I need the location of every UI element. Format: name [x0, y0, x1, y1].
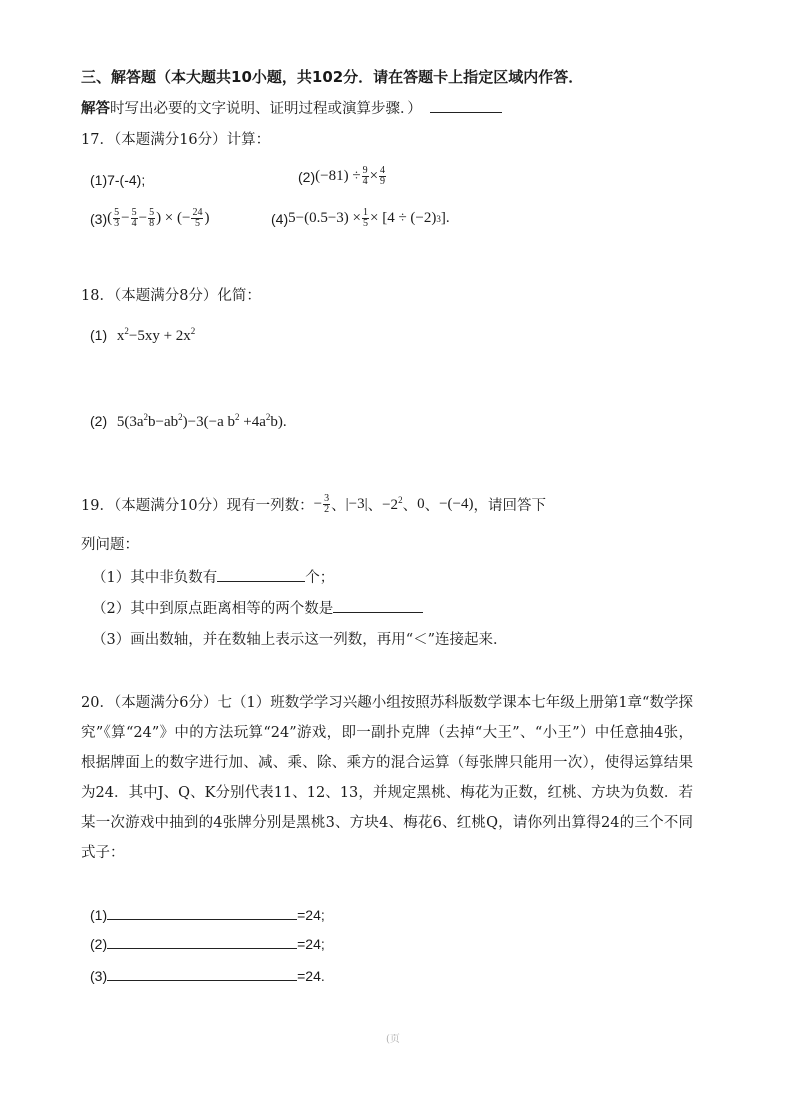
- q19-item1-tail: 个；: [305, 570, 335, 586]
- q19-item1: [92, 566, 334, 587]
- answer-label: (2): [90, 936, 108, 952]
- paren: (: [107, 210, 113, 226]
- exponent: 2: [190, 326, 196, 336]
- q17-header: 17．（本题满分16分）计算：: [81, 132, 271, 148]
- exponent: 2: [178, 412, 183, 422]
- q17-part4-label: (4): [271, 210, 289, 227]
- q17-part4-b: × [4 ÷ (−2): [370, 210, 437, 226]
- fraction: [323, 494, 330, 515]
- expr: −2: [382, 497, 399, 513]
- fraction: [148, 208, 155, 229]
- answer-blank[interactable]: [107, 965, 297, 981]
- expr: 5(3a: [116, 414, 144, 430]
- section-title: 三、解答题（本大题共10小题，共102分．请在答题卡上指定区域内作答．: [81, 68, 584, 86]
- expr: b).: [270, 414, 287, 430]
- q19-item2: [92, 597, 423, 618]
- q18-part2-label: (2): [90, 413, 108, 429]
- q19-header-tail: ，请回答下: [473, 498, 546, 514]
- q19-item2-text: （2）其中到原点距离相等的两个数是: [92, 601, 334, 617]
- q19-header-text: 19．（本题满分10分）现有一列数：: [81, 498, 314, 514]
- q19-header: [81, 494, 546, 515]
- exponent: 2: [234, 412, 240, 422]
- q18-part1-label: (1): [90, 327, 108, 343]
- paren: ): [204, 210, 210, 226]
- times-sign: ×: [369, 168, 379, 184]
- fraction: [362, 166, 369, 187]
- numerator: 5: [131, 207, 137, 218]
- q17-part4-a: 5−(0.5−3) ×: [288, 210, 361, 226]
- q17-part2-label: (2): [298, 168, 316, 185]
- number-4: 0: [417, 496, 425, 512]
- denominator: 9: [380, 176, 386, 187]
- separator: 、: [331, 498, 346, 514]
- section-subtitle: [81, 97, 502, 118]
- answer-label: (1): [90, 907, 108, 923]
- number-2: |−3|: [345, 496, 368, 512]
- q17-part3: [90, 208, 209, 229]
- numerator: 5: [149, 207, 155, 218]
- number-1: [314, 494, 331, 515]
- denominator: 5: [363, 218, 368, 229]
- number-3: [382, 495, 402, 514]
- q20-answer2: [90, 933, 325, 952]
- q17-part4: [271, 208, 450, 229]
- numerator: 3: [324, 493, 330, 504]
- section-subtitle-rest: 时写出必要的文字说明、证明过程或演算步骤．）: [110, 101, 422, 117]
- answer-blank[interactable]: [107, 904, 297, 920]
- q17-part1: (1)7-(-4);: [90, 172, 146, 188]
- times-paren: ) × (−: [156, 210, 191, 226]
- page-footer: (页: [386, 1034, 400, 1045]
- expr: −5xy + 2x: [128, 328, 191, 344]
- numerator: 4: [380, 165, 386, 176]
- minus-sign: −: [138, 210, 148, 226]
- fraction: [191, 208, 203, 229]
- q18-header: 18．（本题满分8分）化简：: [81, 288, 261, 304]
- fraction: [131, 208, 138, 229]
- q17-part2-a: (−81) ÷: [315, 168, 361, 184]
- q19-item3: （3）画出数轴，并在数轴上表示这一列数，再用“＜”连接起来．: [92, 632, 508, 648]
- exponent: 2: [124, 326, 129, 336]
- q18-part1: [90, 326, 195, 345]
- numerator: 5: [114, 207, 120, 218]
- expr: x: [116, 328, 125, 344]
- answer-blank[interactable]: [217, 566, 305, 582]
- expr: )−3(−a b: [182, 414, 235, 430]
- denominator: 5: [194, 218, 200, 229]
- q17-part4-c: ].: [440, 210, 450, 226]
- q17-part3-label: (3): [90, 210, 108, 227]
- numerator: 24: [192, 207, 203, 218]
- separator: 、: [424, 498, 440, 514]
- denominator: 4: [131, 218, 137, 229]
- q20-answer3: [90, 965, 325, 984]
- q18-part2: [90, 412, 287, 431]
- answer-blank[interactable]: [430, 97, 502, 113]
- denominator: 4: [362, 176, 368, 187]
- numerator: 9: [362, 165, 368, 176]
- exponent: 3: [436, 213, 441, 224]
- expr: b−ab: [148, 414, 179, 430]
- minus-sign: −: [313, 496, 323, 512]
- answer-end: =24;: [297, 936, 325, 952]
- exponent: 2: [398, 495, 403, 505]
- fraction: [362, 208, 369, 229]
- denominator: 3: [114, 218, 120, 229]
- q19-item1-text: （1）其中非负数有: [92, 570, 218, 586]
- denominator: 8: [149, 218, 155, 229]
- section-subtitle-bold: 解答: [81, 101, 110, 117]
- answer-label: (3): [90, 968, 108, 984]
- q20-answer1: [90, 904, 325, 923]
- exponent: 2: [143, 412, 149, 422]
- answer-end: =24.: [297, 968, 325, 984]
- number-5: −(−4): [439, 496, 474, 512]
- fraction: [379, 166, 386, 187]
- answer-end: =24;: [297, 907, 325, 923]
- q20-text: 20．（本题满分6分）七（1）班数学学习兴趣小组按照苏科版数学课本七年级上册第1章“数学探究”《算“24”》中的方法玩算“24”游戏，即一副扑克牌（去掉“大王”、“小王”）中任意抽4张，根据牌面上的数字进行加、减、乘、除、乘方的混合运算（每张牌只能用一次），使得运算结果为24．其中J、Q、K分别代表11、12、13，并规定黑桃、梅花为正数，红桃、方块为负数．若某一次游戏中抽到的4张牌分别是黑桃3、方块4、梅花6、红桃Q，请你列出算得24的三个不同式子：: [81, 695, 693, 861]
- minus-sign: −: [121, 210, 130, 226]
- exponent: 2: [265, 412, 271, 422]
- denominator: 2: [324, 504, 330, 515]
- separator: 、: [402, 498, 418, 514]
- numerator: 1: [363, 207, 368, 218]
- q17-part2: [298, 166, 387, 187]
- expr: +4a: [239, 414, 266, 430]
- fraction: [113, 208, 120, 229]
- separator: 、: [367, 498, 383, 514]
- answer-blank[interactable]: [107, 933, 297, 949]
- q19-header-cont: 列问题：: [81, 537, 139, 553]
- answer-blank[interactable]: [333, 597, 423, 613]
